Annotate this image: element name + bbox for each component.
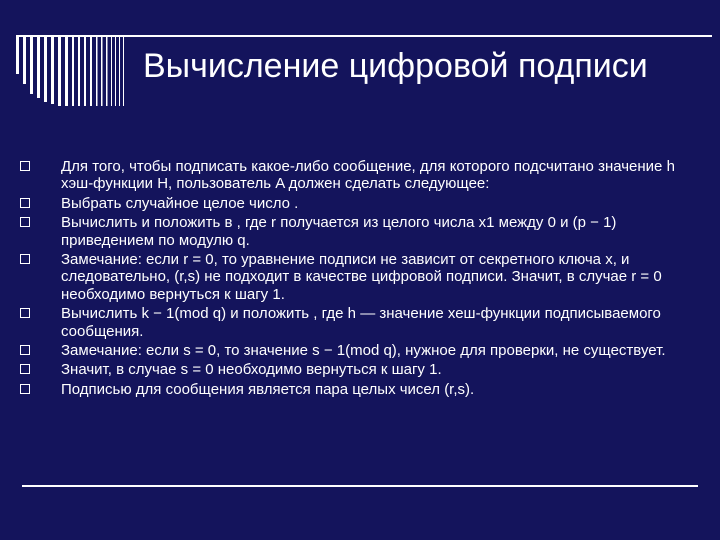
- list-item-text: Значит, в случае s = 0 необходимо вернуться к шагу 1.: [61, 361, 442, 379]
- hollow-square-bullet-icon: [20, 217, 30, 227]
- list-item-text: Выбрать случайное целое число .: [61, 194, 299, 212]
- hollow-square-bullet-icon: [20, 254, 30, 264]
- hollow-square-bullet-icon: [20, 345, 30, 355]
- list-item: [20, 214, 710, 249]
- hollow-square-bullet-icon: [20, 308, 30, 318]
- list-item: [20, 381, 710, 398]
- list-item: [20, 158, 710, 193]
- list-item: [20, 305, 710, 340]
- hollow-square-bullet-icon: [20, 198, 30, 208]
- bottom-divider-line: [22, 485, 698, 487]
- list-item-text: Вычислить и положить в , где r получается из целого числа x1 между 0 и (p − 1) приведением по модулю q.: [61, 214, 617, 249]
- hollow-square-bullet-icon: [20, 364, 30, 374]
- list-item-text: Замечание: если s = 0, то значение s − 1(mod q), нужное для проверки, не существует.: [61, 342, 666, 360]
- hollow-square-bullet-icon: [20, 161, 30, 171]
- list-item-text: Подписью для сообщения является пара целых чисел (r,s).: [61, 380, 475, 398]
- list-item-text: Замечание: если r = 0, то уравнение подписи не зависит от секретного ключа x, и следовательно, (r,s) не подходит в качестве цифровой подписи. Значит, в случае r = 0 необходимо вернуться к шагу 1.: [61, 251, 662, 303]
- list-item: [20, 342, 710, 359]
- list-item-text: Вычислить k − 1(mod q) и положить , где h — значение хеш-функции подписываемого сообщения.: [61, 305, 661, 340]
- list-item: [20, 361, 710, 378]
- bullet-list: [20, 158, 710, 400]
- list-item: [20, 251, 710, 303]
- slide-title: Вычисление цифровой подписи: [143, 47, 648, 85]
- hollow-square-bullet-icon: [20, 384, 30, 394]
- list-item: [20, 195, 710, 212]
- list-item-text: Для того, чтобы подписать какое-либо сообщение, для которого подсчитано значение h хэш-функции H, пользователь A должен сделать следующее:: [61, 158, 675, 193]
- vertical-stripes-decoration: [14, 36, 134, 136]
